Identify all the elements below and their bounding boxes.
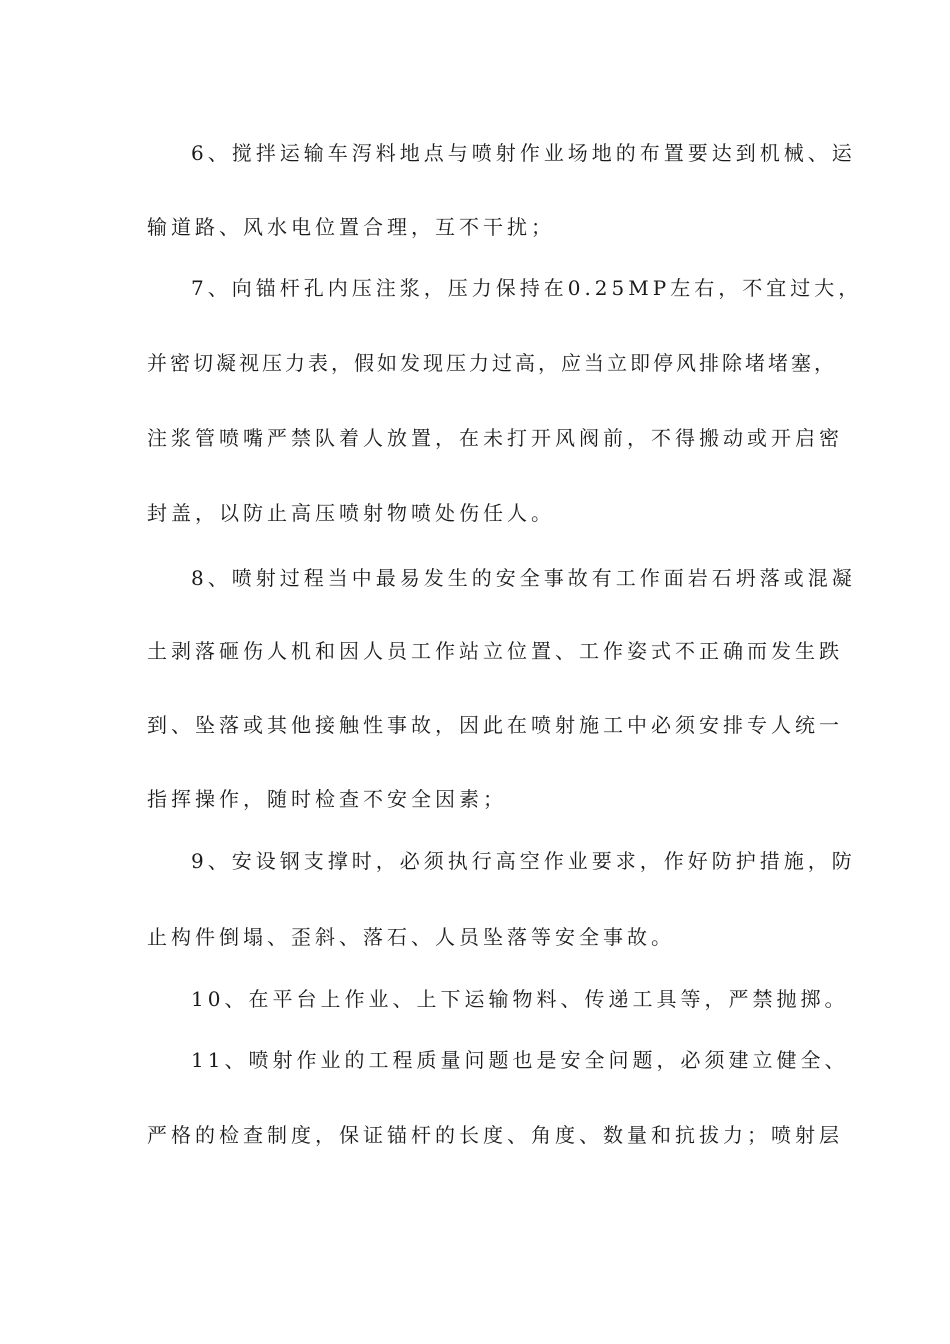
text-line: 6、搅拌运输车泻料地点与喷射作业场地的布置要达到机械、运 [191, 141, 856, 165]
text-line: 严格的检查制度，保证锚杆的长度、角度、数量和抗拔力；喷射层 [147, 1123, 843, 1147]
text-line: 封盖，以防止高压喷射物喷处伤任人。 [147, 501, 555, 525]
text-line: 并密切凝视压力表，假如发现压力过高，应当立即停风排除堵堵塞， [147, 351, 837, 375]
text-line: 10、在平台上作业、上下运输物料、传递工具等，严禁抛掷。 [191, 987, 849, 1011]
text-line: 止构件倒塌、歪斜、落石、人员坠落等安全事故。 [147, 925, 675, 949]
text-line: 输道路、风水电位置合理，互不干扰； [147, 215, 555, 239]
text-line: 注浆管喷嘴严禁队着人放置，在未打开风阀前，不得搬动或开启密 [147, 426, 843, 450]
text-line: 8、喷射过程当中最易发生的安全事故有工作面岩石坍落或混凝 [191, 566, 856, 590]
text-line: 7、向锚杆孔内压注浆，压力保持在0.25MP左右，不宜过大， [191, 276, 863, 300]
text-line: 9、安设钢支撑时，必须执行高空作业要求，作好防护措施，防 [191, 849, 856, 873]
text-line: 指挥操作，随时检查不安全因素； [147, 787, 507, 811]
text-line: 11、喷射作业的工程质量问题也是安全问题，必须建立健全、 [191, 1048, 849, 1072]
text-line: 到、坠落或其他接触性事故，因此在喷射施工中必须安排专人统一 [147, 713, 843, 737]
text-line: 土剥落砸伤人机和因人员工作站立位置、工作姿式不正确而发生跌 [147, 639, 843, 663]
